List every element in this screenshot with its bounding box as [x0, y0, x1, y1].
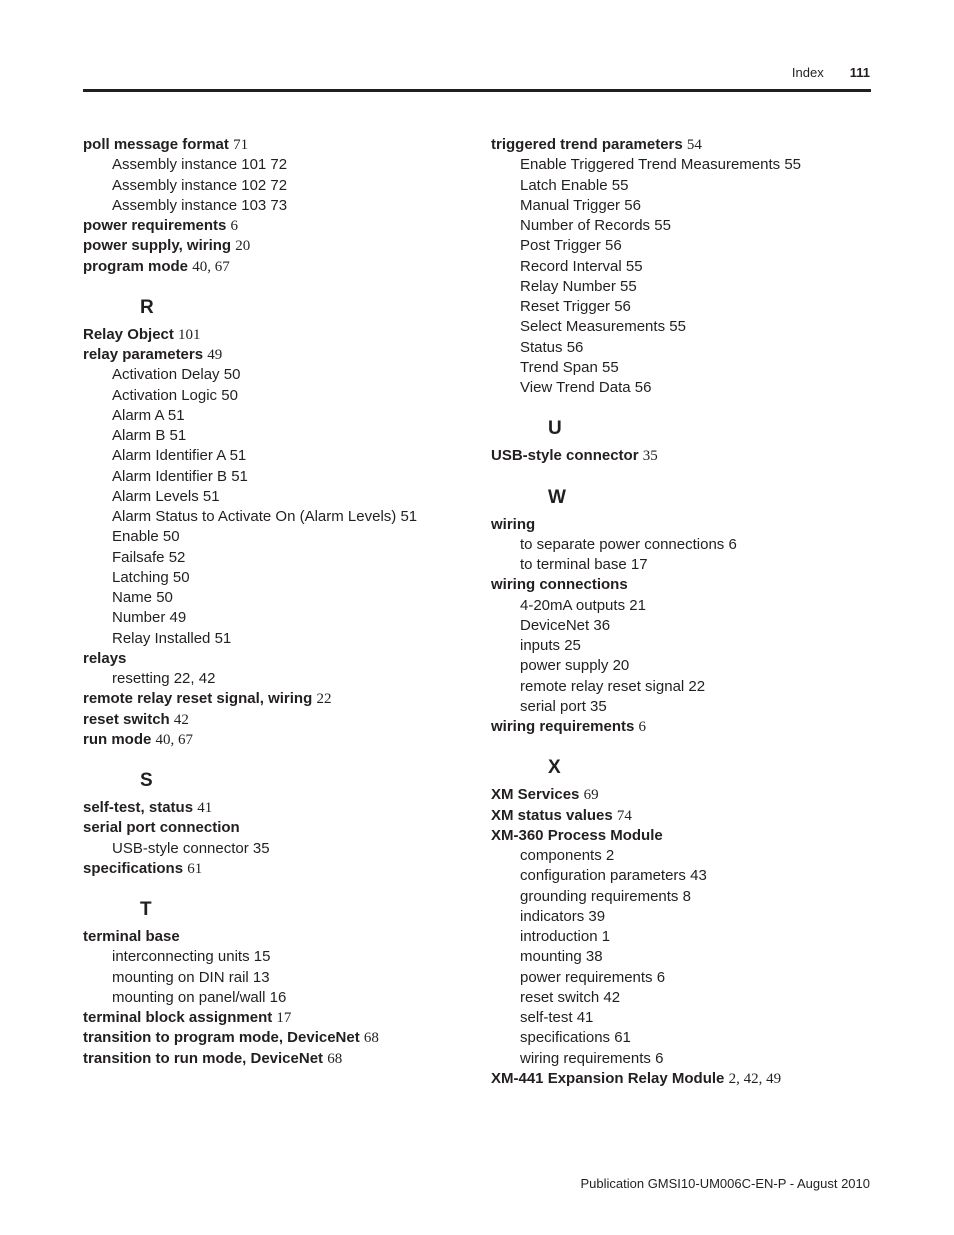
index-sub-entry — [83, 568, 463, 588]
index-sub-entry — [491, 236, 871, 256]
index-page-refs[interactable]: 51 — [400, 508, 418, 525]
index-main-entry — [83, 798, 463, 818]
index-page-refs[interactable]: 22, 42 — [173, 670, 216, 687]
index-term: poll message format — [83, 136, 229, 153]
index-column-left — [83, 135, 463, 1069]
index-term: transition to program mode, DeviceNet — [83, 1029, 360, 1047]
index-term: triggered trend parameters — [491, 136, 683, 153]
index-term: XM Services — [491, 786, 580, 804]
index-page-refs[interactable]: 6 — [655, 1049, 664, 1067]
index-main-entry — [491, 717, 871, 737]
index-sub-entry — [83, 406, 463, 426]
index-term: Assembly instance 101 — [112, 156, 267, 174]
index-sub-entry — [491, 196, 871, 216]
index-term: indicators — [520, 907, 585, 925]
index-term: terminal block assignment — [83, 1009, 273, 1026]
index-term: wiring requirements — [491, 718, 635, 735]
index-term: transition to run mode, DeviceNet — [83, 1049, 324, 1067]
index-group — [83, 897, 463, 1069]
index-term: Number of Records — [520, 217, 651, 234]
index-page-refs[interactable]: 69 — [583, 787, 599, 804]
index-page-refs[interactable]: 50 — [172, 568, 190, 586]
index-term: View Trend Data — [520, 379, 631, 396]
index-sub-entry — [83, 426, 463, 446]
index-term: reset switch — [83, 710, 170, 728]
index-term: wiring — [491, 515, 536, 533]
index-term: wiring connections — [491, 576, 628, 594]
index-term: Assembly instance 102 — [112, 176, 267, 194]
index-page-refs[interactable]: 50 — [221, 386, 238, 404]
index-term: power supply — [520, 657, 609, 675]
index-page-refs[interactable]: 17 — [630, 556, 648, 573]
index-sub-entry — [83, 386, 463, 406]
index-main-entry — [83, 689, 463, 709]
index-term: Alarm B — [112, 427, 166, 444]
index-term: grounding requirements — [520, 887, 679, 905]
index-page-refs[interactable]: 50 — [223, 366, 241, 384]
index-page-refs[interactable]: 16 — [269, 988, 287, 1006]
index-term: XM-360 Process Module — [491, 826, 663, 844]
index-letter-heading: U — [548, 418, 562, 440]
index-page-refs[interactable]: 35 — [590, 697, 607, 715]
index-sub-entry — [491, 555, 871, 575]
index-sub-entry — [491, 616, 871, 636]
index-sub-entry — [491, 378, 871, 398]
index-sub-entry — [491, 1008, 871, 1028]
index-term: Relay Installed — [112, 629, 211, 647]
index-term: DeviceNet — [520, 616, 590, 634]
index-sub-entry — [491, 907, 871, 927]
index-group — [491, 485, 871, 738]
index-main-entry — [491, 515, 871, 535]
index-page-refs[interactable]: 61 — [614, 1029, 631, 1047]
index-page-refs[interactable]: 55 — [669, 318, 686, 336]
index-main-entry — [83, 236, 463, 256]
index-term: reset switch — [520, 988, 600, 1006]
index-group — [491, 416, 871, 466]
index-page-refs[interactable]: 22 — [316, 691, 332, 708]
index-main-entry — [491, 575, 871, 595]
index-sub-entry — [83, 548, 463, 568]
index-sub-entry — [491, 988, 871, 1008]
index-page-refs[interactable]: 101 — [178, 326, 201, 343]
index-page-refs[interactable]: 56 — [566, 338, 584, 356]
index-term: Name — [112, 589, 153, 606]
index-term: mounting on panel/wall — [112, 988, 266, 1006]
index-sub-entry — [491, 677, 871, 697]
index-page-refs[interactable]: 21 — [629, 596, 646, 614]
index-sub-entry — [83, 608, 463, 628]
index-term: relays — [83, 649, 127, 667]
index-term: components — [520, 847, 602, 864]
index-term: program mode — [83, 257, 189, 275]
index-sub-entry — [491, 297, 871, 317]
index-term: Manual Trigger — [520, 196, 621, 214]
index-page-refs[interactable]: 2 — [605, 847, 615, 864]
index-letter-heading: R — [140, 296, 154, 318]
index-term: XM-441 Expansion Relay Module — [491, 1069, 725, 1087]
index-letter-heading: S — [140, 770, 153, 791]
index-term: inputs — [520, 637, 561, 654]
header-page-number: 111 — [849, 65, 870, 80]
index-main-entry — [83, 135, 463, 155]
index-sub-entry — [83, 365, 463, 385]
index-sub-entry — [491, 257, 871, 277]
index-term: run mode — [83, 730, 152, 748]
index-page-refs[interactable]: 55 — [625, 257, 643, 275]
index-main-entry — [83, 257, 463, 277]
index-page-refs[interactable]: 52 — [168, 548, 186, 566]
running-header — [792, 64, 870, 82]
index-sub-entry — [83, 839, 463, 859]
index-sub-entry — [491, 1028, 871, 1048]
index-term: specifications — [520, 1029, 611, 1047]
index-term: mounting — [520, 948, 582, 966]
index-term: Activation Delay — [112, 366, 220, 384]
index-page-refs[interactable]: 2, 42, 49 — [728, 1070, 782, 1087]
index-term: terminal base — [83, 928, 180, 945]
index-sub-entry — [491, 846, 871, 866]
index-term: Latching — [112, 568, 169, 586]
index-page-refs[interactable]: 55 — [611, 176, 629, 194]
index-sub-entry — [491, 866, 871, 886]
index-page-refs[interactable]: 40, 67 — [155, 731, 194, 748]
index-term: serial port — [520, 697, 586, 715]
index-page-refs[interactable]: 51 — [202, 487, 220, 505]
index-term: Latch Enable — [520, 176, 608, 194]
index-term: self-test — [520, 1009, 573, 1026]
index-group — [83, 295, 463, 750]
index-term: Failsafe — [112, 548, 165, 566]
index-sub-entry — [83, 629, 463, 649]
index-main-entry — [83, 1028, 463, 1048]
index-term: mounting on DIN rail — [112, 968, 249, 986]
index-term: USB-style connector — [491, 447, 639, 465]
index-term: Alarm Status to Activate On (Alarm Levels) — [112, 508, 397, 525]
index-main-entry — [491, 785, 871, 805]
index-sub-entry — [83, 176, 463, 196]
index-term: Record Interval — [520, 257, 622, 275]
index-sub-entry — [83, 155, 463, 175]
index-page-refs[interactable]: 56 — [605, 237, 622, 255]
index-page-refs[interactable]: 38 — [585, 948, 603, 966]
index-sub-entry — [83, 507, 463, 527]
index-page-refs[interactable]: 55 — [654, 217, 671, 234]
index-term: Relay Number — [520, 277, 616, 295]
index-page-refs[interactable]: 51 — [214, 629, 232, 647]
index-main-entry — [491, 135, 871, 155]
index-page-refs[interactable]: 49 — [169, 609, 187, 627]
index-term: resetting — [112, 670, 170, 687]
index-term: Alarm Identifier B — [112, 467, 228, 485]
index-page-refs[interactable]: 49 — [207, 347, 223, 363]
index-page-refs[interactable]: 72 — [270, 176, 288, 194]
index-term: Reset Trigger — [520, 298, 611, 315]
index-page-refs[interactable]: 22 — [688, 677, 706, 695]
index-page-refs[interactable]: 1 — [601, 928, 611, 945]
index-term: Trend Span — [520, 358, 598, 376]
index-main-entry — [491, 826, 871, 846]
index-page-refs[interactable]: 55 — [784, 156, 802, 174]
index-term: XM status values — [491, 806, 613, 824]
index-term: remote relay reset signal, wiring — [83, 690, 313, 708]
index-main-entry — [491, 806, 871, 826]
index-term: wiring requirements — [520, 1049, 651, 1067]
index-sub-entry — [83, 446, 463, 466]
index-page-refs[interactable]: 68 — [363, 1030, 379, 1047]
index-sub-entry — [491, 176, 871, 196]
index-term: remote relay reset signal — [520, 677, 685, 695]
index-term: Post Trigger — [520, 237, 601, 255]
index-sub-entry — [83, 588, 463, 608]
index-term: power requirements — [83, 217, 227, 234]
index-sub-entry — [491, 358, 871, 378]
index-sub-entry — [491, 155, 871, 175]
index-page-refs[interactable]: 25 — [564, 637, 581, 654]
index-sub-entry — [83, 669, 463, 689]
index-term: power requirements — [520, 968, 653, 986]
index-term: self-test, status — [83, 799, 194, 816]
index-page-refs[interactable]: 15 — [253, 948, 271, 966]
index-page-refs[interactable]: 55 — [602, 358, 619, 376]
index-column-right — [491, 135, 871, 1089]
index-term: Relay Object — [83, 325, 174, 343]
index-term: Enable Triggered Trend Measurements — [520, 156, 781, 174]
index-term: Assembly instance 103 — [112, 196, 267, 214]
index-main-entry — [83, 818, 463, 838]
index-page-refs[interactable]: 35 — [642, 448, 658, 465]
index-term: USB-style connector — [112, 839, 249, 857]
index-term: 4-20mA outputs — [520, 596, 626, 614]
index-page-refs[interactable]: 13 — [252, 968, 270, 986]
index-term: Status — [520, 338, 563, 356]
index-main-entry — [83, 859, 463, 879]
index-sub-entry — [491, 947, 871, 967]
index-page-refs[interactable]: 6 — [656, 968, 666, 986]
index-term: specifications — [83, 859, 184, 877]
index-page-refs[interactable]: 17 — [276, 1010, 292, 1026]
index-sub-entry — [491, 927, 871, 947]
index-page-refs[interactable]: 43 — [690, 867, 707, 885]
index-term: Alarm Levels — [112, 487, 199, 505]
index-page-refs[interactable]: 20 — [612, 657, 630, 675]
index-group — [83, 768, 463, 879]
index-letter-heading: T — [140, 899, 152, 920]
index-sub-entry — [491, 277, 871, 297]
index-page-refs[interactable]: 51 — [169, 427, 187, 444]
index-page-refs[interactable]: 35 — [252, 839, 270, 857]
index-letter-heading: W — [548, 486, 566, 508]
index-page-refs[interactable]: 6 — [638, 719, 647, 735]
index-term: Alarm A — [112, 406, 164, 424]
index-sub-entry — [491, 656, 871, 676]
index-term: Select Measurements — [520, 318, 666, 336]
index-sub-entry — [491, 216, 871, 236]
index-term: serial port connection — [83, 819, 240, 837]
index-sub-entry — [83, 947, 463, 967]
index-sub-entry — [491, 535, 871, 555]
index-main-entry — [83, 710, 463, 730]
index-term: Activation Logic — [112, 386, 218, 404]
index-main-entry — [83, 1008, 463, 1028]
index-main-entry — [83, 730, 463, 750]
index-page-refs[interactable]: 6 — [728, 535, 737, 553]
index-term: power supply, wiring — [83, 237, 232, 255]
index-main-entry — [491, 446, 871, 466]
index-group — [83, 135, 463, 277]
index-term: configuration parameters — [520, 867, 686, 885]
index-main-entry — [83, 216, 463, 236]
index-page-refs[interactable]: 50 — [162, 528, 180, 546]
index-sub-entry — [83, 968, 463, 988]
index-page-refs[interactable]: 56 — [634, 379, 652, 396]
index-page-refs[interactable]: 73 — [270, 196, 288, 214]
index-page-refs[interactable]: 41 — [197, 800, 213, 816]
index-main-entry — [83, 345, 463, 365]
index-main-entry — [83, 325, 463, 345]
publication-footer: Publication GMSI10-UM006C-EN-P - August 2010 — [580, 1176, 870, 1191]
index-page-refs[interactable]: 51 — [229, 447, 247, 465]
index-term: interconnecting units — [112, 948, 250, 966]
index-term: Enable — [112, 528, 159, 546]
index-sub-entry — [491, 887, 871, 907]
index-page-refs[interactable]: 51 — [167, 406, 185, 424]
index-main-entry — [83, 1049, 463, 1069]
index-page-refs[interactable]: 6 — [230, 218, 239, 234]
index-group — [491, 755, 871, 1089]
index-page-refs[interactable]: 36 — [593, 616, 611, 634]
index-page-refs[interactable]: 51 — [231, 467, 248, 485]
index-page-refs[interactable]: 41 — [576, 1009, 594, 1026]
index-page-refs[interactable]: 42 — [603, 988, 621, 1006]
index-sub-entry — [83, 467, 463, 487]
index-sub-entry — [491, 636, 871, 656]
index-page-refs[interactable]: 74 — [616, 807, 632, 824]
index-term: relay parameters — [83, 346, 204, 363]
header-rule — [83, 89, 871, 92]
index-page-refs[interactable]: 56 — [624, 196, 641, 214]
index-letter-heading: X — [548, 757, 561, 779]
index-sub-entry — [83, 196, 463, 216]
index-page-refs[interactable]: 20 — [235, 238, 251, 255]
index-page-refs[interactable]: 68 — [327, 1050, 343, 1067]
index-term: to separate power connections — [520, 535, 725, 553]
index-sub-entry — [83, 487, 463, 507]
index-page-refs[interactable]: 71 — [233, 137, 249, 153]
index-sub-entry — [83, 527, 463, 547]
index-main-entry — [491, 1069, 871, 1089]
index-main-entry — [83, 927, 463, 947]
index-sub-entry — [491, 968, 871, 988]
index-sub-entry — [83, 988, 463, 1008]
index-group — [491, 135, 871, 398]
index-sub-entry — [491, 317, 871, 337]
index-term: Number — [112, 609, 166, 627]
index-page-refs[interactable]: 40, 67 — [192, 258, 230, 275]
index-page-refs[interactable]: 56 — [614, 298, 631, 315]
index-page-refs[interactable]: 42 — [173, 711, 189, 728]
index-term: introduction — [520, 928, 598, 945]
index-main-entry — [83, 649, 463, 669]
index-page-refs[interactable]: 50 — [156, 589, 173, 606]
index-term: Alarm Identifier A — [112, 447, 226, 465]
index-page-refs[interactable]: 54 — [686, 137, 702, 153]
index-page-refs[interactable]: 61 — [187, 860, 203, 877]
index-sub-entry — [491, 697, 871, 717]
index-page-refs[interactable]: 8 — [682, 887, 691, 905]
index-sub-entry — [491, 1049, 871, 1069]
index-page-refs[interactable]: 55 — [620, 277, 637, 295]
index-page-refs[interactable]: 72 — [270, 156, 288, 174]
header-section-title: Index — [791, 65, 824, 80]
index-term: to terminal base — [520, 556, 627, 573]
index-sub-entry — [491, 338, 871, 358]
index-page-refs[interactable]: 39 — [588, 907, 606, 925]
index-sub-entry — [491, 596, 871, 616]
